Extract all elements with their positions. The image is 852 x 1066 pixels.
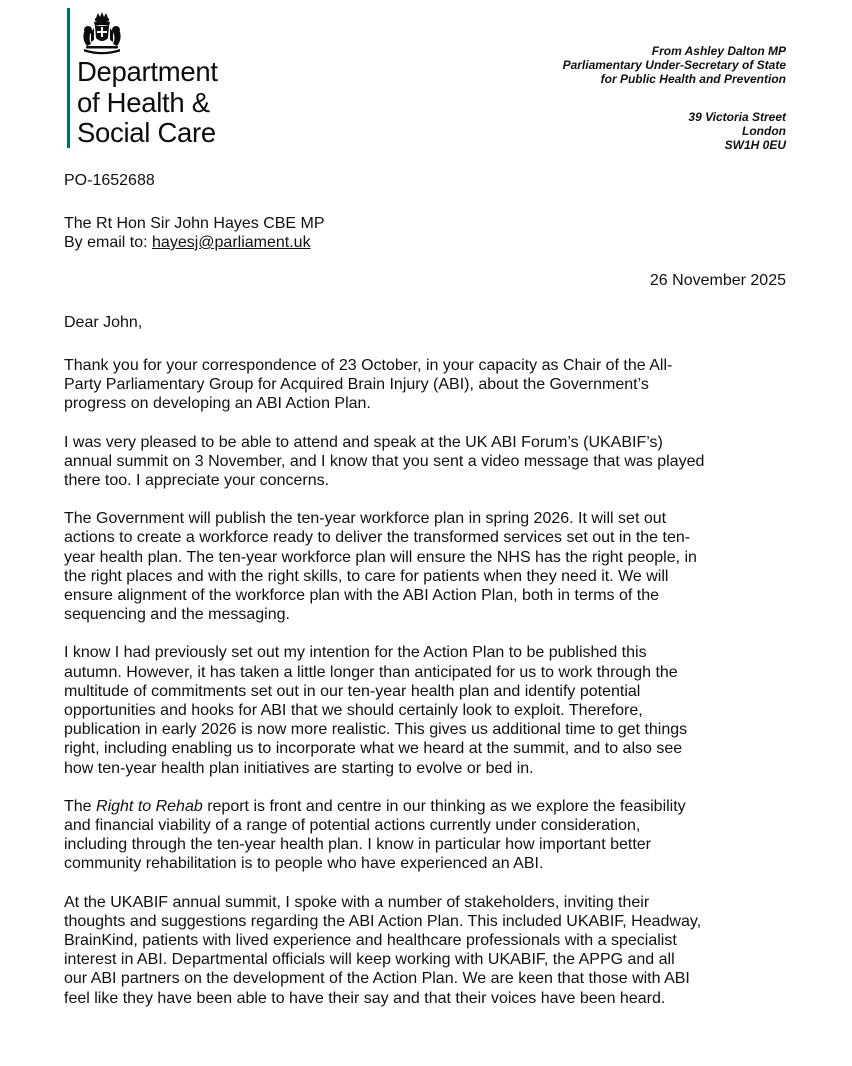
recipient-email-link[interactable]: hayesj@parliament.uk	[152, 234, 311, 251]
paragraph	[64, 643, 799, 777]
reference-number: PO-1652688	[64, 172, 155, 189]
paragraph	[64, 797, 799, 874]
text-line: interest in ABI. Departmental officials will keep working with UKABIF, the APPG and all	[64, 951, 675, 969]
text-line: and financial viability of a range of potential actions currently under consideration,	[64, 817, 641, 835]
recipient-name: The Rt Hon Sir John Hayes CBE MP	[64, 215, 325, 232]
department-logo	[67, 8, 267, 148]
paragraph	[64, 433, 799, 491]
sender-address	[688, 110, 786, 152]
text-line: I was very pleased to be able to attend and speak at the UK ABI Forum’s (UKABIF’s)	[64, 433, 663, 451]
sender-title: for Public Health and Prevention	[600, 72, 786, 86]
text-line: Party Parliamentary Group for Acquired Brain Injury (ABI), about the Government’s	[64, 376, 649, 394]
text-line: thoughts and suggestions regarding the ABI Action Plan. This included UKABIF, Headway,	[64, 912, 702, 930]
sender-title: Parliamentary Under-Secretary of State	[562, 58, 786, 72]
text-line: our ABI partners on the development of the Action Plan. We are keen that those with ABI	[64, 970, 690, 988]
letter-body	[64, 356, 799, 1027]
text-line: the right places and with the right skills, to care for patients when they need it. We will	[64, 567, 669, 585]
text-line: ensure alignment of the workforce plan with the ABI Action Plan, both in terms of the	[64, 587, 659, 605]
text-line: sequencing and the messaging.	[64, 606, 290, 624]
text-line: community rehabilitation is to people who have experienced an ABI.	[64, 855, 544, 873]
address-line: 39 Victoria Street	[688, 110, 786, 124]
letter-date: 26 November 2025	[649, 272, 786, 289]
address-line: London	[742, 124, 786, 138]
text-line: opportunities and hooks for ABI that we should certainly look to exploit. Therefore,	[64, 702, 643, 720]
text-line: feel like they have been able to have their say and that their voices have been heard.	[64, 989, 666, 1007]
text-line: year health plan. The ten-year workforce plan will ensure the NHS has the right people, in	[64, 548, 697, 566]
text-line: I know I had previously set out my intention for the Action Plan to be published this	[64, 644, 647, 662]
text-line: annual summit on 3 November, and I know that you sent a video message that was played	[64, 452, 705, 470]
report-title: Right to Rehab	[96, 797, 203, 815]
email-prefix: By email to:	[64, 234, 153, 251]
paragraph	[64, 509, 799, 624]
sender-block	[563, 44, 786, 86]
paragraph	[64, 356, 799, 414]
address-line: SW1H 0EU	[724, 138, 786, 152]
text-line: autumn. However, it has taken a little longer than anticipated for us to work through the	[64, 663, 678, 681]
paragraph	[64, 893, 799, 1008]
text-line: progress on developing an ABI Action Plan.	[64, 395, 371, 413]
text-line: At the UKABIF annual summit, I spoke with a number of stakeholders, inviting their	[64, 893, 650, 911]
salutation: Dear John,	[64, 314, 143, 331]
text-fragment: report is front and centre in our thinking as we explore the feasibility	[202, 797, 686, 815]
text-line: BrainKind, patients with lived experience and healthcare professionals with a specialist	[64, 932, 677, 950]
department-name	[77, 57, 218, 149]
text-line	[64, 797, 799, 816]
sender-name: From Ashley Dalton MP	[651, 44, 786, 58]
recipient-block	[64, 214, 325, 252]
royal-crest-icon	[79, 10, 125, 56]
text-line: how ten-year health plan initiatives are starting to evolve or bed in.	[64, 759, 534, 777]
text-line: there too. I appreciate your concerns.	[64, 472, 330, 490]
text-fragment: The	[64, 797, 97, 815]
text-line: multitude of commitments set out in our ten-year health plan and identify potential	[64, 682, 641, 700]
text-line: actions to create a workforce ready to deliver the transformed services set out in the ten-	[64, 529, 691, 547]
department-name-line: Social Care	[77, 117, 216, 148]
text-line: including through the ten-year health plan. I know in particular how important better	[64, 836, 652, 854]
department-name-line: Department	[77, 56, 218, 87]
text-line: right, including enabling us to incorporate what we heard at the summit, and to also see	[64, 740, 683, 758]
logo-rule	[67, 8, 70, 148]
text-line: publication in early 2026 is now more realistic. This gives us additional time to get things	[64, 721, 688, 739]
department-name-line: of Health &	[77, 86, 210, 118]
text-line: Thank you for your correspondence of 23 October, in your capacity as Chair of the All-	[64, 357, 673, 374]
recipient-email-line	[64, 233, 325, 252]
text-line: The Government will publish the ten-year workforce plan in spring 2026. It will set out	[64, 510, 667, 528]
